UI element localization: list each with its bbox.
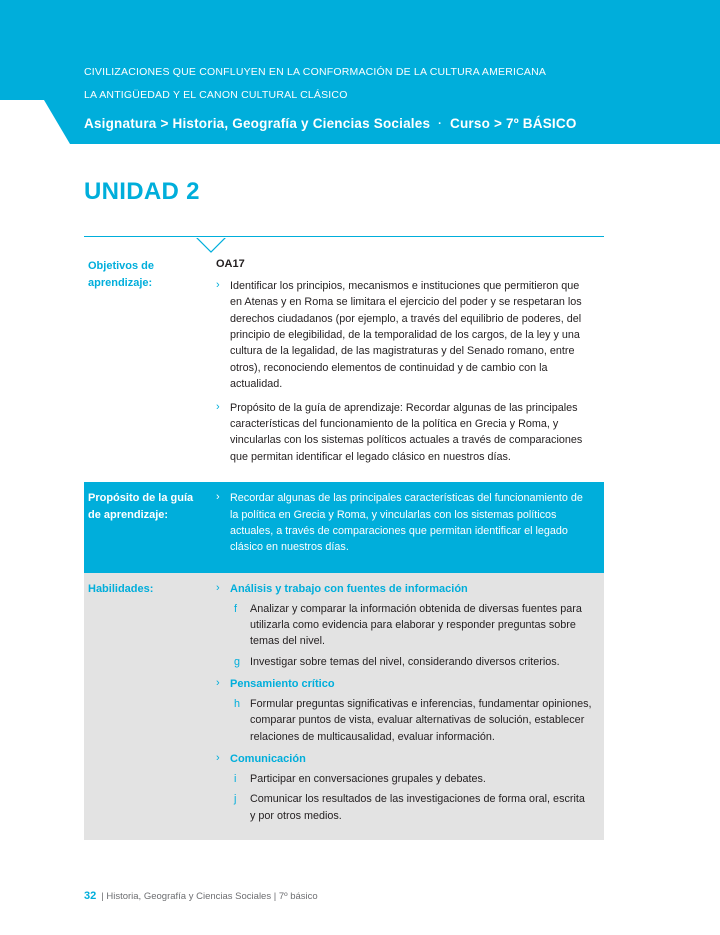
skill-group-heading: › Comunicación	[216, 751, 592, 768]
item-text: Participar en conversaciones grupales y debates.	[250, 772, 486, 785]
list-item	[216, 696, 592, 745]
content-table	[84, 250, 604, 840]
list-item	[216, 654, 592, 670]
item-letter: g	[234, 655, 241, 668]
unit-title: UNIDAD 2	[84, 178, 200, 205]
page-number: 32	[84, 890, 97, 902]
row-habilidades	[84, 573, 604, 840]
header-topic-line-1: CIVILIZACIONES QUE CONFLUYEN EN LA CONFORMACIÓN DE LA CULTURA AMERICANA	[84, 66, 547, 78]
row-proposito-de-la-guia	[84, 482, 604, 573]
header-course-label: Curso > 7º BÁSICO	[450, 116, 577, 131]
skill-item-list	[216, 601, 592, 671]
list-item	[216, 601, 592, 650]
list-item: › Recordar algunas de las principales características del funcionamiento de la política en Grecia y Roma, y vincularlas con los sistemas políticos actuales, a través de comparaciones que permitan identificar el legado clásico en nuestros días.	[216, 490, 592, 556]
item-text: Analizar y comparar la información obtenida de diversas fuentes para utilizarla como evidencia para elaborar y responder preguntas sobre temas del nivel.	[250, 602, 582, 648]
row-body-proposito	[210, 482, 604, 573]
row-label-objetivos: Objetivos de aprendizaje:	[88, 260, 155, 289]
item-letter: f	[234, 602, 237, 615]
proposito-list	[216, 490, 592, 556]
skill-item-list	[216, 696, 592, 745]
item-text: Investigar sobre temas del nivel, considerando diversos criterios.	[250, 655, 560, 668]
item-letter: i	[234, 772, 237, 785]
list-item	[216, 771, 592, 787]
list-item: › Propósito de la guía de aprendizaje: Recordar algunas de las principales características del funcionamiento de la política en Grecia y Roma, y vincularlas con los sistemas políticos actuales a través de comparaciones que permitan identificar el legado clásico en nuestros días.	[216, 400, 592, 466]
page-footer	[84, 890, 624, 902]
header-subject-label: Asignatura > Historia, Geografía y Ciencias Sociales	[84, 116, 431, 131]
row-objetivos-de-aprendizaje	[84, 250, 604, 482]
list-item: › Identificar los principios, mecanismos e instituciones que permitieron que en Atenas y en Roma se limitara el ejercicio del poder y se respetaran los derechos ciudadanos (por ejemplo, a través del equilibrio de poderes, del principio de elegibilidad, de la temporalidad de los cargos, de la ley y una cultura de la legalidad, de las magistraturas y del Senado romano, entre otros), reconociendo elementos de continuidad y de cambio con la actualidad.	[216, 278, 592, 393]
skill-group-heading: › Análisis y trabajo con fuentes de información	[216, 581, 592, 598]
page-header-band	[0, 0, 720, 144]
row-label-habilidades: Habilidades:	[88, 582, 154, 595]
header-subject-course	[84, 116, 577, 131]
item-text: Formular preguntas significativas e inferencias, fundamentar opiniones, comparar puntos de vista, evaluar alternativas de solución, establecer relaciones de multicausalidad, evaluar información.	[250, 697, 592, 743]
row-body-objetivos	[210, 250, 604, 482]
header-topic-line-2: LA ANTIGÜEDAD Y EL CANON CULTURAL CLÁSICO	[84, 89, 348, 101]
skill-group	[216, 751, 592, 824]
list-item	[216, 791, 592, 824]
skill-group	[216, 676, 592, 745]
item-letter: h	[234, 697, 241, 710]
footer-text: | Historia, Geografía y Ciencias Sociales | 7º básico	[101, 891, 318, 902]
skill-group	[216, 581, 592, 670]
skill-item-list	[216, 771, 592, 824]
skill-group-heading: › Pensamiento crítico	[216, 676, 592, 693]
row-body-habilidades	[210, 573, 604, 840]
row-label-proposito: Propósito de la guía de aprendizaje:	[88, 492, 194, 521]
header-separator-dot: ·	[438, 118, 443, 130]
section-divider	[84, 236, 604, 237]
item-text: Comunicar los resultados de las investigaciones de forma oral, escrita y por otros medios.	[250, 793, 585, 822]
item-letter: j	[234, 793, 237, 806]
header-notch-shape	[0, 100, 70, 144]
oa-code: OA17	[216, 258, 245, 270]
objetivos-list	[216, 278, 592, 465]
